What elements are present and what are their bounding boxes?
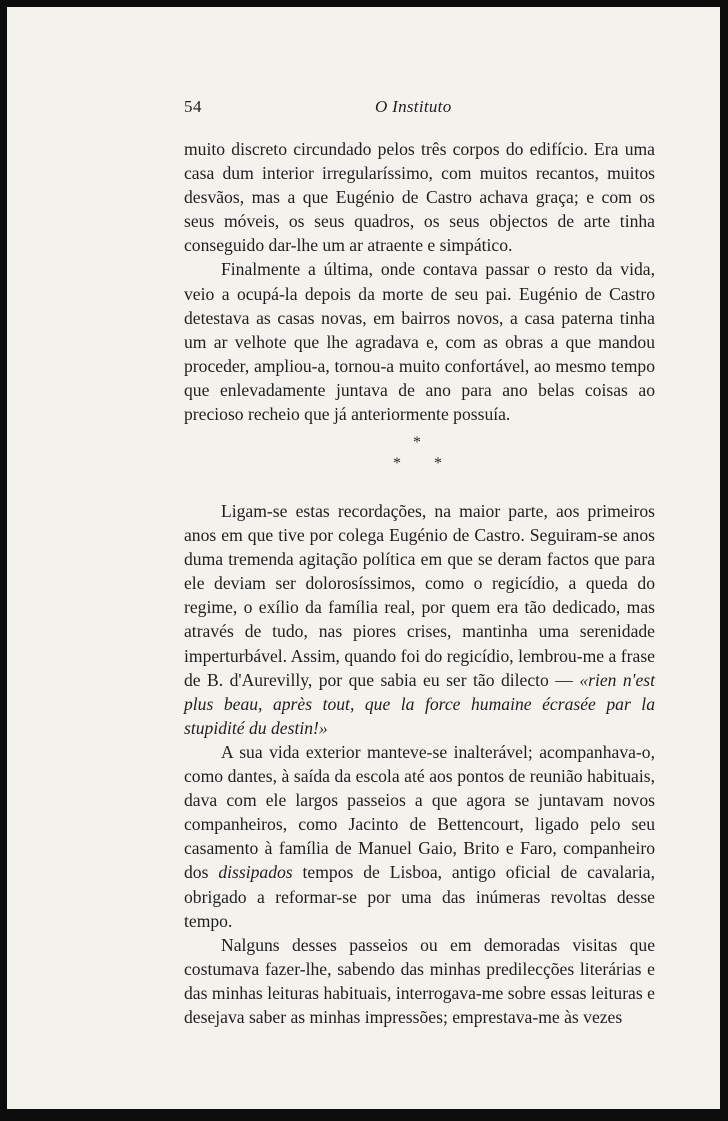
page-number: 54 — [184, 97, 202, 116]
paragraph-5: Nalguns desses passeios ou em demoradas visitas que costumava fazer-lhe, sabendo das minhas predilecções literárias e das minhas leituras habituais, interrogava-me sobre essas leituras e desejava saber as minhas impressões; emprestava-me às vezes — [184, 934, 655, 1027]
french-quote: «rien n'est plus beau, après tout, que la force humaine écrasée par la stupidité du destin!» — [184, 669, 655, 738]
asterism-star-left: * — [393, 455, 401, 472]
paragraph-4-text-b: tempos de Lisboa, antigo oficial de cavalaria, obrigado a reformar-se por uma das inúmeras revoltas desse tempo. — [184, 862, 655, 931]
paragraph-3-text: Ligam-se estas recordações, na maior parte, aos primeiros anos em que tive por colega Eugénio de Castro. Seguiram-se anos duma tremenda agitação política em que se deram factos que para ele deviam ser dolorosíssimos, como o regicídio, a queda do regime, o exílio da família real, por quem era tão dedicado, mas através de tudo, nas piores crises, mantinha uma serenidade imperturbável. Assim, quando foi do regicídio, lembrou-me a frase de B. d'Aurevilly, por que sabia eu ser tão dilecto — — [184, 501, 655, 690]
asterism-star-right: * — [434, 455, 442, 472]
page-header — [7, 97, 728, 121]
paragraph-1: muito discreto circundado pelos três corpos do edifício. Era uma casa dum interior irregularíssimo, com muitos recantos, muitos desvãos, mas a que Eugénio de Castro achava graça; e com os seus móveis, os seus quadros, os seus objectos de arte tinha conseguido dar-lhe um ar atraente e simpático. — [184, 139, 655, 256]
paragraph-2: Finalmente a última, onde contava passar o resto da vida, veio a ocupá-la depois da morte de seu pai. Eugénio de Castro detestava as casas novas, em bairros novos, a casa paterna tinha um ar velhote que lhe agradava e, com as obras a que mandou proceder, ampliou-a, tornou-a muito confortável, ao mesmo tempo que enlevadamente juntava de ano para ano belas coisas ao precioso recheio que já anteriormente possuía. — [184, 259, 655, 425]
paragraph-3 — [184, 499, 655, 740]
paragraph-4-text-a: A sua vida exterior manteve-se inalterável; acompanhava-o, como dantes, à saída da escola até aos pontos de reunião habituais, dava com ele largos passeios a que agora se juntavam novos companheiros, como Jacinto de Bettencourt, ligado pelo seu casamento à família de Manuel Gaio, Brito e Faro, companheiro dos — [184, 741, 655, 883]
paragraph-4 — [184, 740, 655, 933]
italic-word: dissipados — [218, 862, 293, 883]
text-section-1 — [184, 137, 655, 426]
text-section-2 — [184, 499, 655, 1029]
running-title: O Instituto — [375, 97, 452, 116]
asterism-star-top: * — [413, 434, 421, 451]
